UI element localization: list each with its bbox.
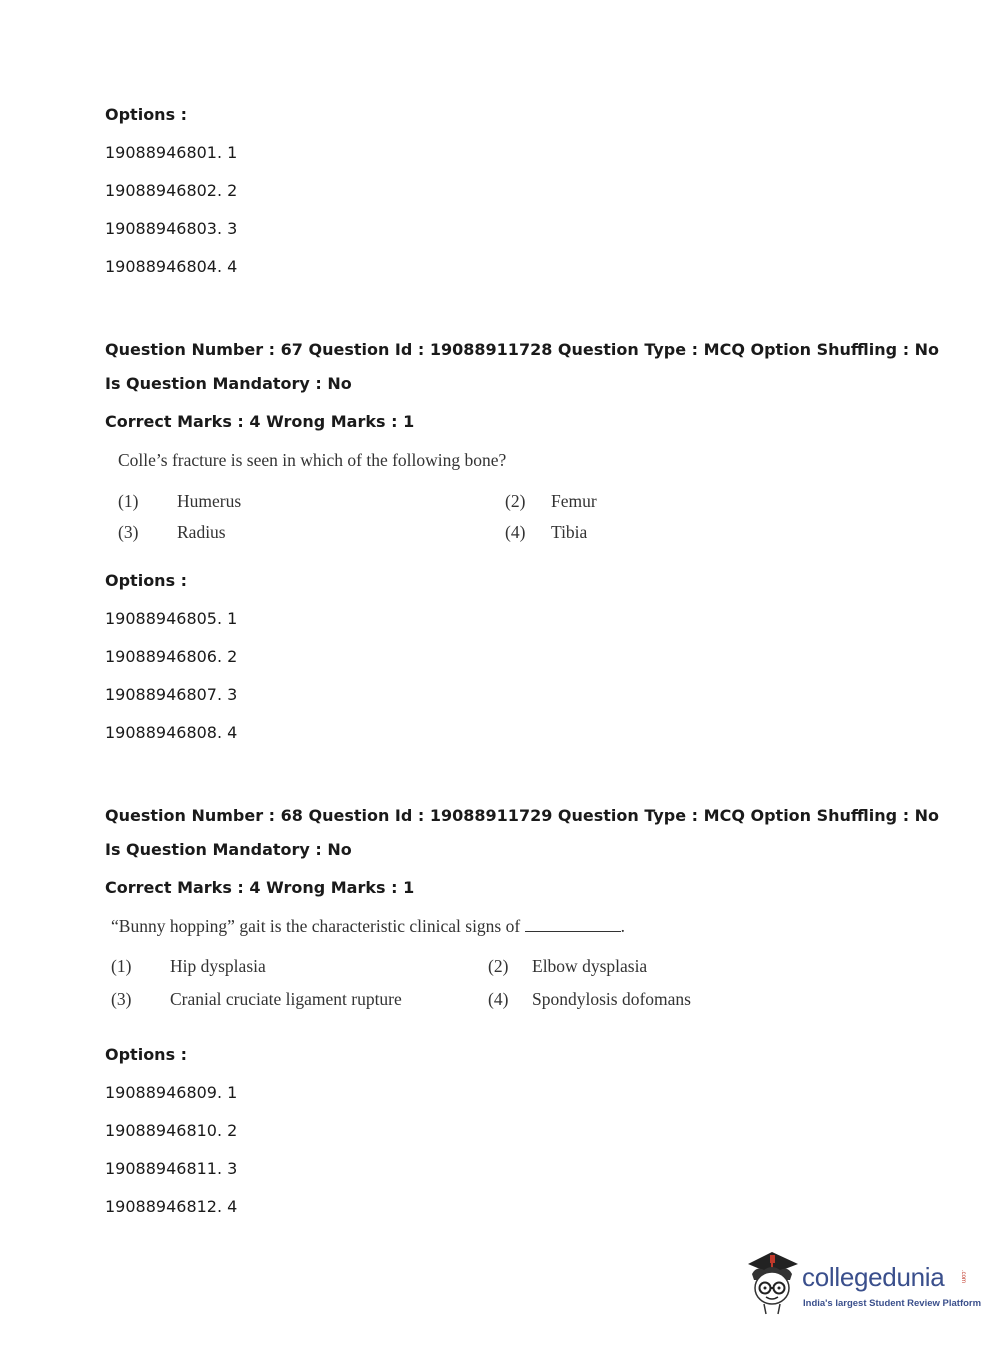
option-id: 19088946802. 2: [105, 181, 238, 200]
option-id: 19088946812. 4: [105, 1197, 238, 1216]
option-id: 19088946803. 3: [105, 219, 238, 238]
options-label: Options :: [105, 105, 188, 124]
choice-text: Elbow dysplasia: [532, 956, 648, 976]
choice-text: Humerus: [177, 491, 242, 511]
option-id: 19088946810. 2: [105, 1121, 238, 1140]
question-header: Question Number : 68 Question Id : 19088911729 Question Type : MCQ Option Shuffling : No: [105, 806, 940, 825]
question-end: .: [620, 916, 625, 936]
choice-number: (2): [505, 491, 526, 511]
question-marks: Correct Marks : 4 Wrong Marks : 1: [105, 412, 415, 431]
question-text-row: [111, 915, 625, 937]
options-label: Options :: [105, 571, 188, 590]
choice-text: Femur: [551, 491, 597, 511]
question-header: Question Number : 67 Question Id : 19088911728 Question Type : MCQ Option Shuffling : No: [105, 340, 940, 359]
options-label: Options :: [105, 1045, 188, 1064]
logo-wordmark: collegedunia: [802, 1262, 945, 1292]
question-mandatory: Is Question Mandatory : No: [105, 840, 352, 859]
question-mandatory: Is Question Mandatory : No: [105, 374, 352, 393]
choice-number: (3): [111, 989, 132, 1009]
choice-number: (4): [488, 989, 509, 1009]
mascot-icon: [742, 1248, 804, 1320]
question-text: “Bunny hopping” gait is the characteristic clinical signs of: [111, 916, 521, 936]
choice-text: Hip dysplasia: [170, 956, 266, 976]
logo-dotcom: .com: [960, 1270, 966, 1284]
choice-text: Cranial cruciate ligament rupture: [170, 989, 402, 1009]
option-id: 19088946805. 1: [105, 609, 238, 628]
choice-number: (1): [118, 491, 139, 511]
option-id: 19088946809. 1: [105, 1083, 238, 1102]
choice-text: Radius: [177, 522, 226, 542]
choice-text: Tibia: [551, 522, 588, 542]
logo-tagline: India's largest Student Review Platform: [803, 1298, 982, 1309]
question-text: Colle’s fracture is seen in which of the following bone?: [118, 450, 507, 470]
option-id: 19088946804. 4: [105, 257, 238, 276]
choice-number: (1): [111, 956, 132, 976]
choice-text: Spondylosis dofomans: [532, 989, 691, 1009]
choice-number: (4): [505, 522, 526, 542]
answer-blank: [525, 917, 621, 932]
choice-number: (2): [488, 956, 509, 976]
option-id: 19088946807. 3: [105, 685, 238, 704]
choice-number: (3): [118, 522, 139, 542]
question-marks: Correct Marks : 4 Wrong Marks : 1: [105, 878, 415, 897]
option-id: 19088946801. 1: [105, 143, 238, 162]
collegedunia-logo: [742, 1248, 982, 1320]
option-id: 19088946806. 2: [105, 647, 238, 666]
option-id: 19088946808. 4: [105, 723, 238, 742]
option-id: 19088946811. 3: [105, 1159, 238, 1178]
